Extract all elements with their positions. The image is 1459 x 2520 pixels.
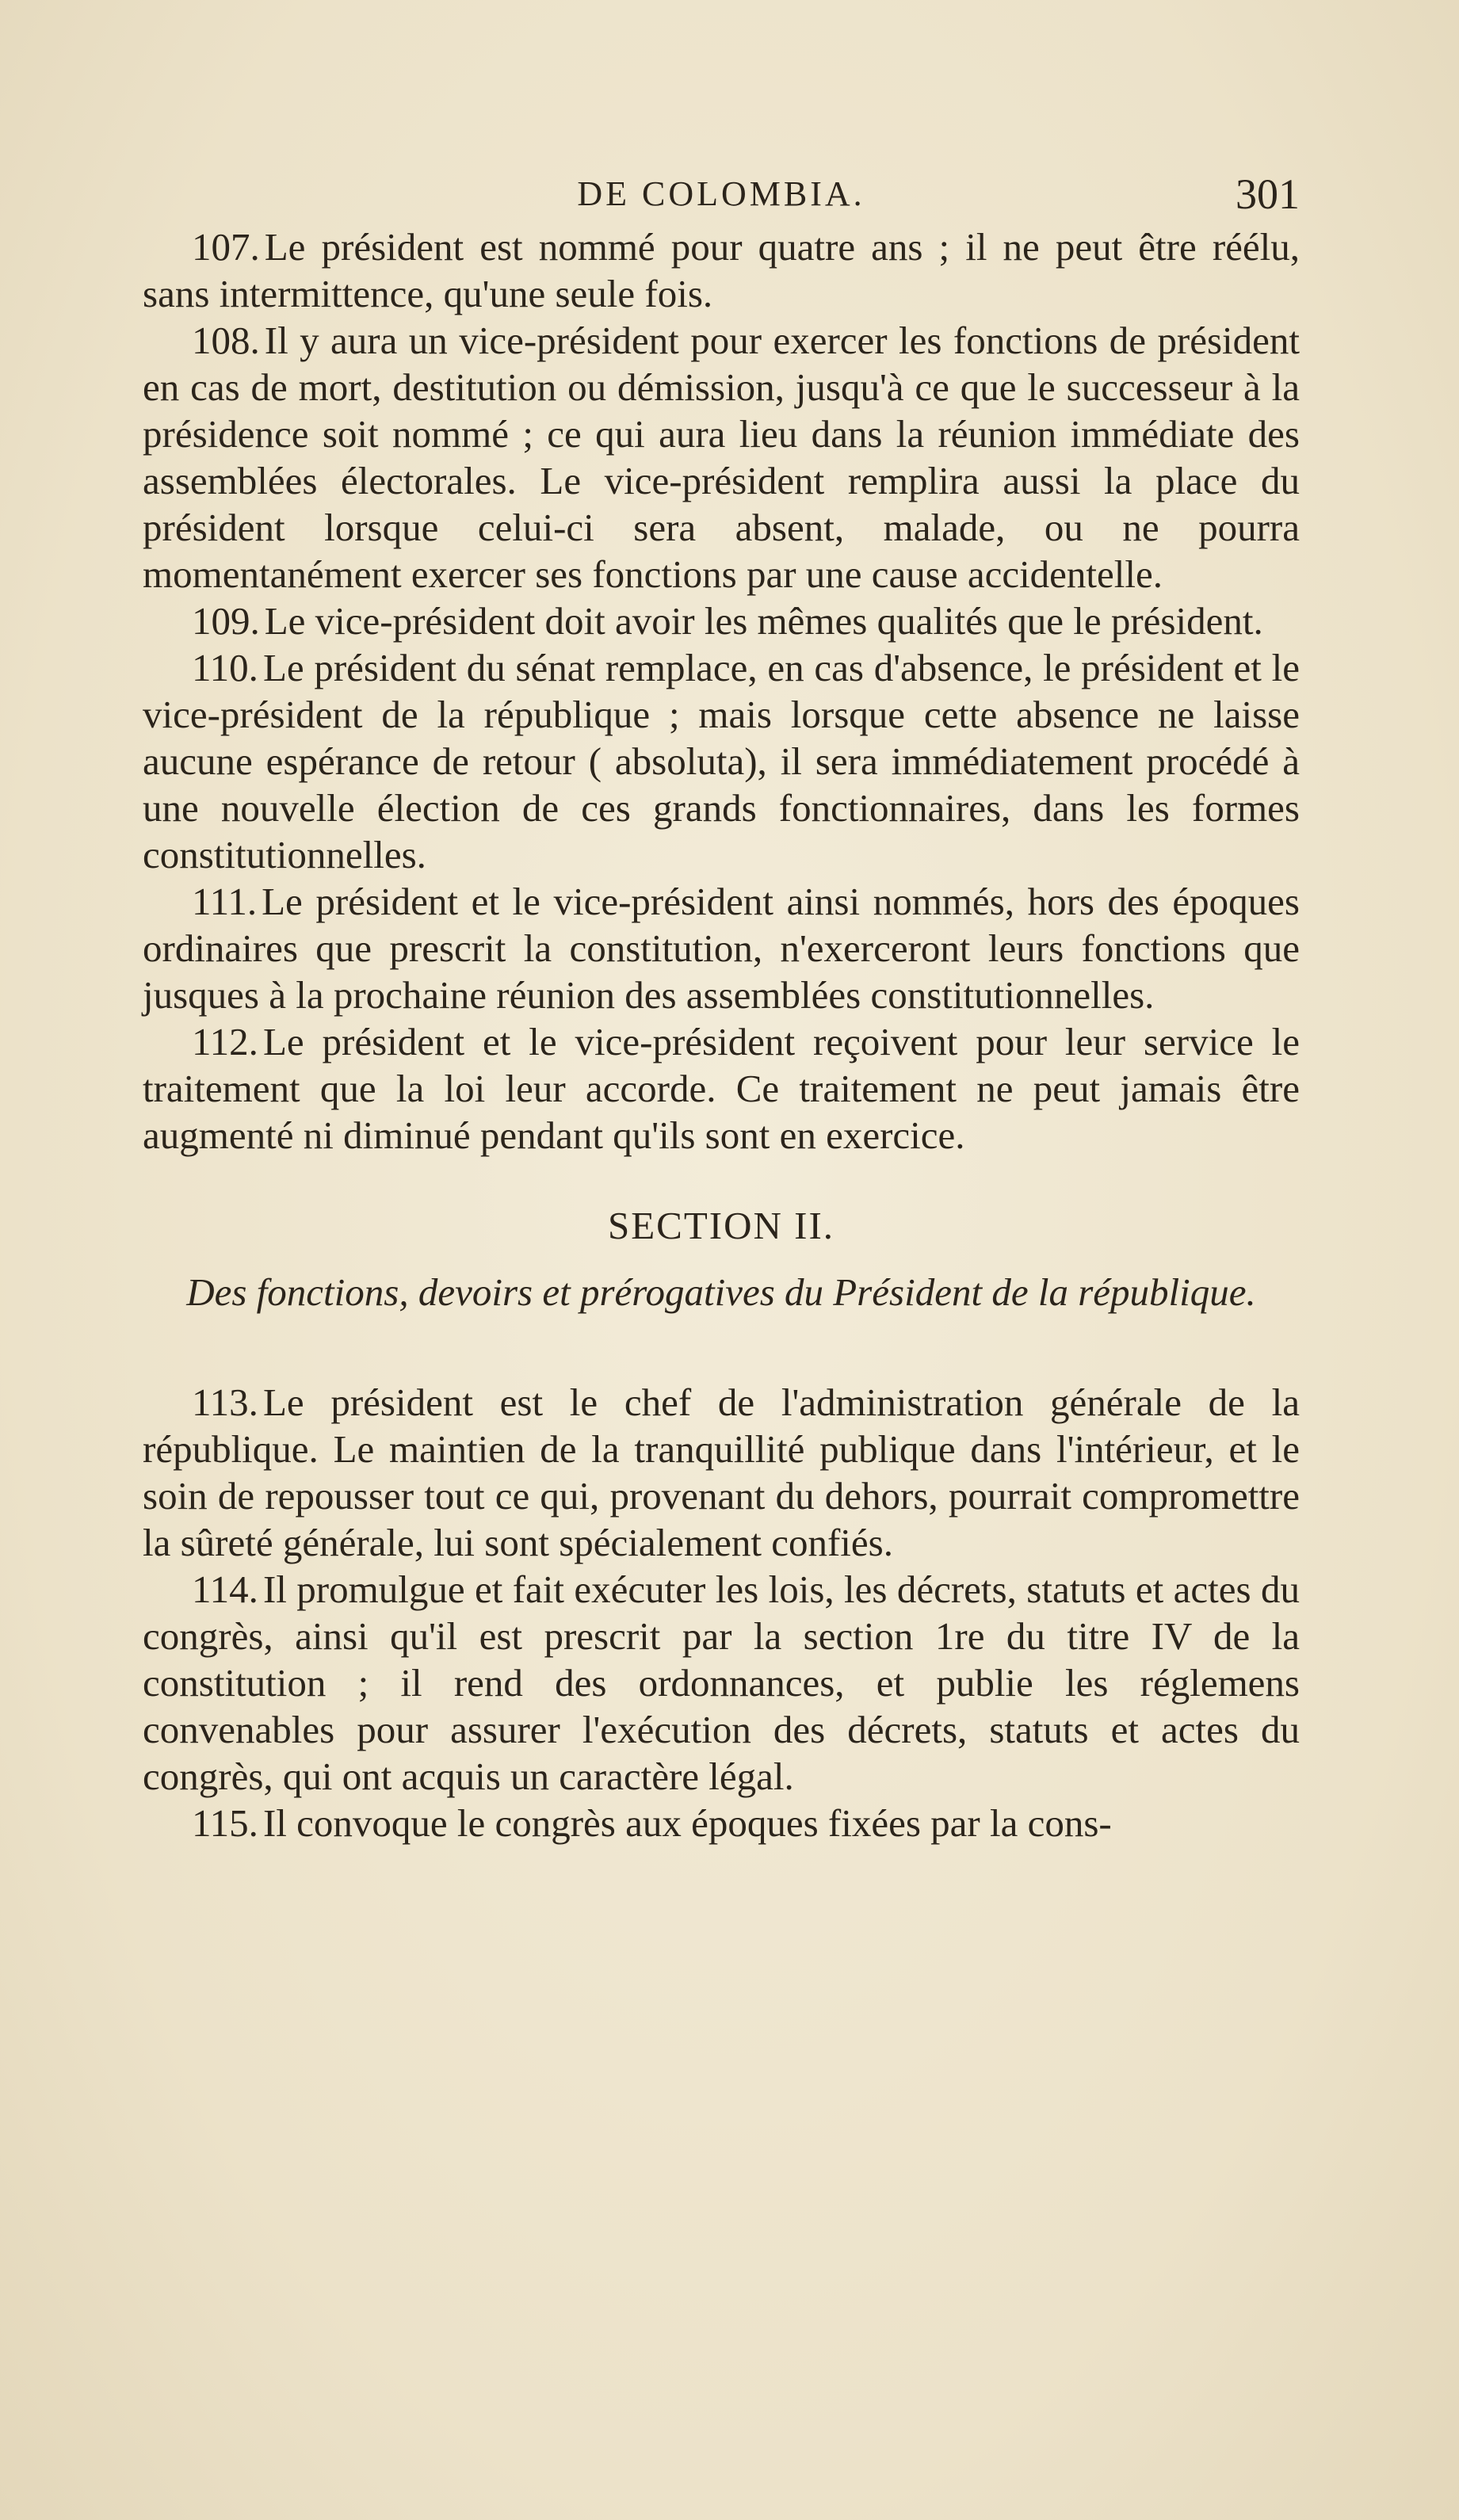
article-number: 114.	[192, 1567, 258, 1611]
page-header	[143, 166, 1300, 222]
article-number: 107.	[192, 225, 260, 269]
article-112	[143, 1018, 1300, 1159]
article-109	[143, 598, 1300, 644]
article-number: 109.	[192, 599, 260, 643]
running-title: DE COLOMBIA.	[577, 174, 865, 213]
article-113	[143, 1379, 1300, 1566]
article-text: Le président et le vice-président reçoivent pour leur service le traitement que la loi leur accorde. Ce traitement ne peut jamais être augmenté ni diminué pendant qu'ils sont en exercice.	[143, 1020, 1300, 1157]
article-108	[143, 317, 1300, 598]
article-number: 112.	[192, 1020, 258, 1063]
article-114	[143, 1566, 1300, 1800]
article-115	[143, 1800, 1300, 1846]
article-text: Le président et le vice-président ainsi nommés, hors des époques ordinaires que prescrit la constitution, n'exerceront leurs fonctions que jusques à la prochaine réunion des assemblées constitutionnelles.	[143, 880, 1300, 1017]
section-heading: SECTION II.	[607, 1204, 835, 1247]
article-text: Il y aura un vice-président pour exercer les fonctions de président en cas de mort, destitution ou démission, jusqu'à ce que le successeur à la présidence soit nommé ; ce qui aura lieu dans la réunion immédiate des assemblées électorales. Le vice-président remplira aussi la place du président lorsque celui-ci sera absent, malade, ou ne pourra momentanément exercer ses fonctions par une cause accidentelle.	[143, 319, 1300, 596]
article-text: Le président du sénat remplace, en cas d'absence, le président et le vice-président de la république ; mais lorsque cette absence ne laisse aucune espérance de retour ( absoluta), il sera immédiatement procédé à une nouvelle élection de ces grands fonctionnaires, dans les formes constitutionnelles.	[143, 646, 1300, 876]
article-text: Il convoque le congrès aux époques fixées par la cons-	[262, 1801, 1112, 1845]
article-number: 115.	[192, 1801, 258, 1845]
article-110	[143, 644, 1300, 878]
page-number: 301	[1236, 170, 1300, 218]
article-text: Il promulgue et fait exécuter les lois, les décrets, statuts et actes du congrès, ainsi qu'il est prescrit par la section 1re du titre IV de la constitution ; il rend des ordonnances, et publie les réglemens convenables pour assurer l'exécution des décrets, statuts et actes du congrès, qui ont acquis un caractère légal.	[143, 1567, 1300, 1798]
article-text: Le vice-président doit avoir les mêmes qualités que le président.	[264, 599, 1263, 643]
article-text: Le président est nommé pour quatre ans ; il ne peut être réélu, sans intermittence, qu'une seule fois.	[143, 225, 1300, 315]
article-number: 111.	[192, 880, 258, 923]
article-number: 113.	[192, 1380, 258, 1424]
article-number: 108.	[192, 319, 260, 362]
body-text	[143, 223, 1300, 1846]
section-subtitle: Des fonctions, devoirs et prérogatives du Président de la république.	[186, 1270, 1256, 1314]
article-111	[143, 878, 1300, 1018]
article-107	[143, 223, 1300, 317]
article-text: Le président est le chef de l'administration générale de la république. Le maintien de la tranquillité publique dans l'intérieur, et le soin de repousser tout ce qui, provenant du dehors, pourrait compromettre la sûreté générale, lui sont spécialement confiés.	[143, 1380, 1300, 1564]
article-number: 110.	[192, 646, 258, 689]
